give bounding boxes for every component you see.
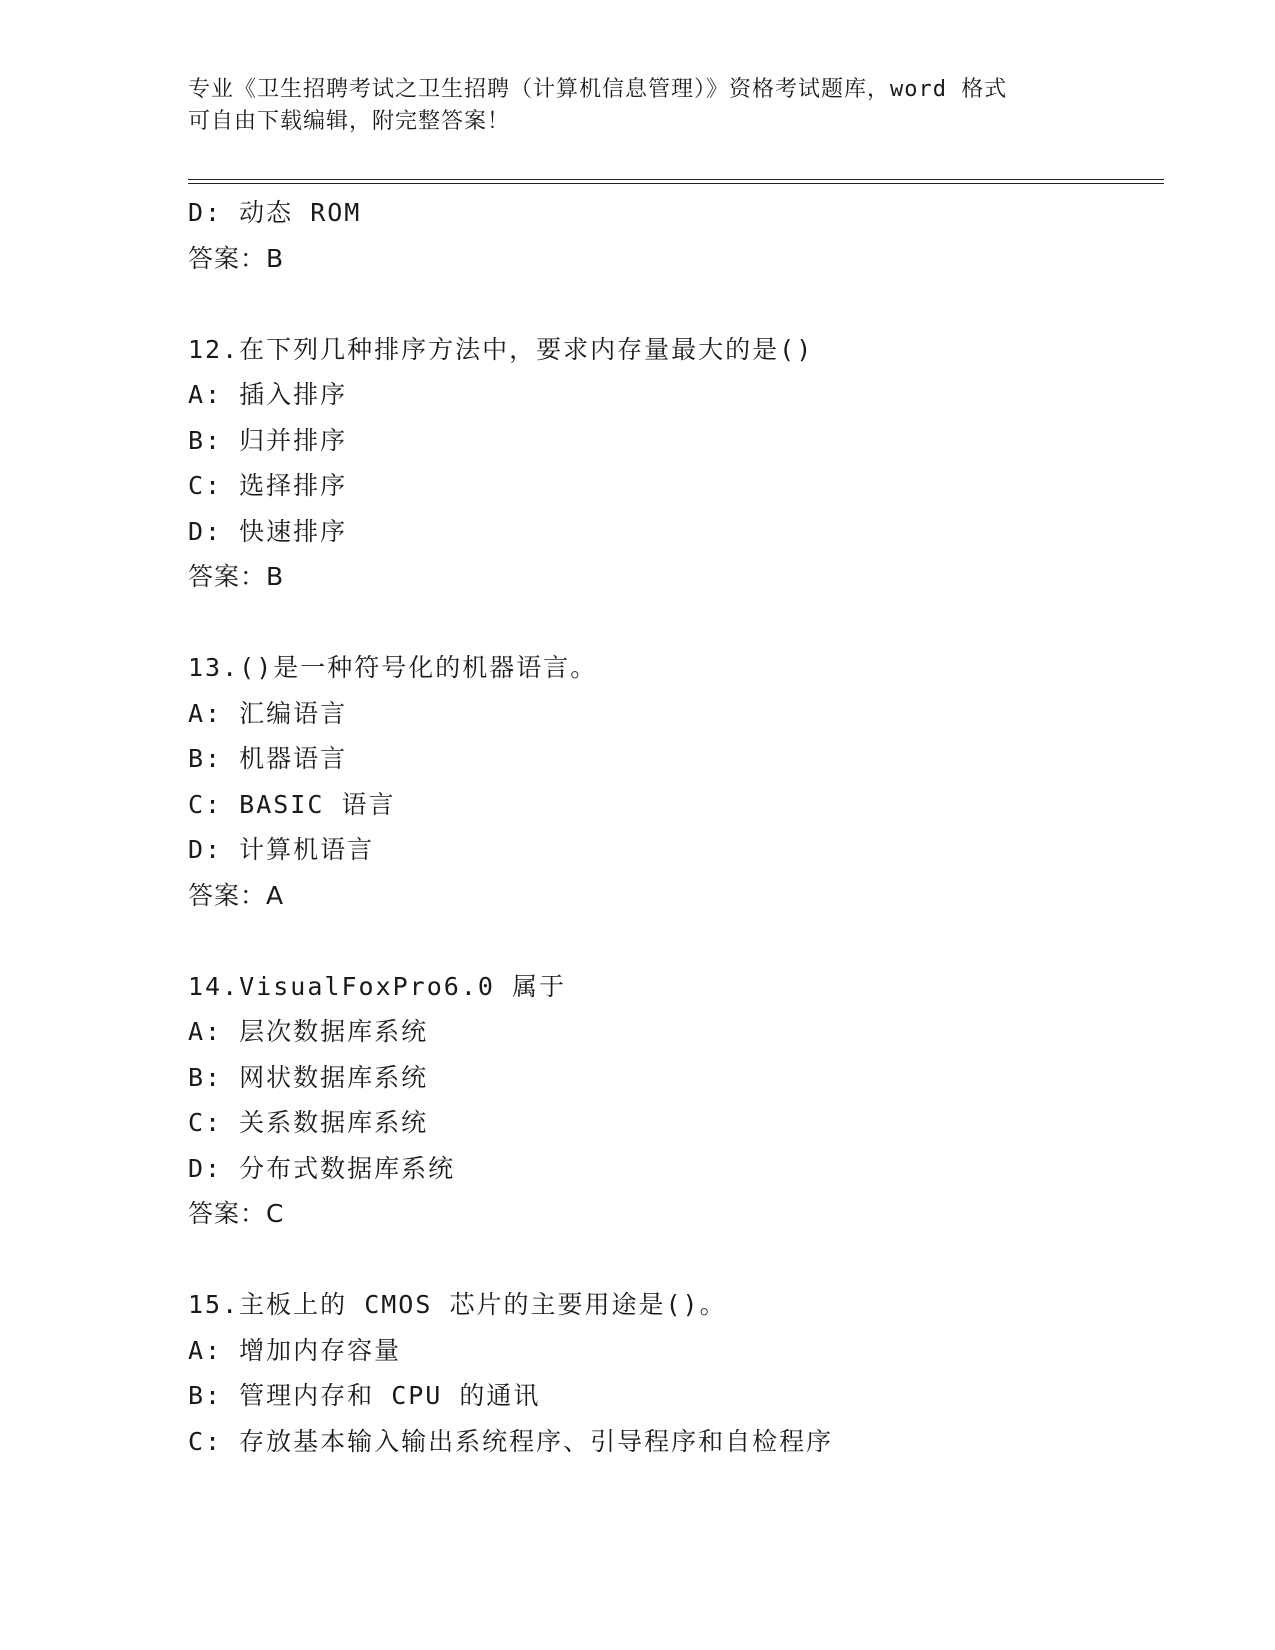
answer-text: 答案：B xyxy=(188,243,285,273)
option-text: B: 网状数据库系统 xyxy=(188,1062,429,1092)
answer-text: 答案：A xyxy=(188,880,285,910)
option-text: A: 层次数据库系统 xyxy=(188,1017,429,1046)
option-text: D: 计算机语言 xyxy=(188,835,375,864)
option-text: D: 动态 ROM xyxy=(188,198,362,227)
document-header xyxy=(188,74,1088,138)
option-text: A: 汇编语言 xyxy=(188,698,348,728)
question-list xyxy=(188,190,1164,1464)
option-text: C: BASIC 语言 xyxy=(188,789,396,819)
option-text: B: 归并排序 xyxy=(188,425,348,455)
header-line-1: 专业《卫生招聘考试之卫生招聘（计算机信息管理）》资格考试题库，word 格式 xyxy=(188,77,1008,102)
spacer xyxy=(188,1237,1164,1283)
question-text: 13.()是一种符号化的机器语言。 xyxy=(188,653,598,682)
answer-text: 答案：B xyxy=(188,562,285,591)
question-text: 12.在下列几种排序方法中，要求内存量最大的是() xyxy=(188,334,814,364)
option-text: D: 分布式数据库系统 xyxy=(188,1153,456,1183)
option-text: B: 管理内存和 CPU 的通讯 xyxy=(188,1381,541,1410)
spacer xyxy=(188,281,1164,327)
question-text: 15.主板上的 CMOS 芯片的主要用途是()。 xyxy=(188,1290,727,1319)
option-text: D: 快速排序 xyxy=(188,516,348,546)
option-text: B: 机器语言 xyxy=(188,744,348,773)
answer-text: 答案：C xyxy=(188,1199,285,1228)
option-text: C: 存放基本输入输出系统程序、引导程序和自检程序 xyxy=(188,1426,834,1456)
header-divider xyxy=(188,179,1164,184)
option-text: C: 选择排序 xyxy=(188,471,348,500)
header-line-2: 可自由下载编辑，附完整答案！ xyxy=(188,109,511,134)
option-text: C: 关系数据库系统 xyxy=(188,1108,429,1137)
spacer xyxy=(188,918,1164,964)
question-text: 14.VisualFoxPro6.0 属于 xyxy=(188,971,566,1001)
option-text: A: 增加内存容量 xyxy=(188,1335,402,1365)
option-text: A: 插入排序 xyxy=(188,380,348,409)
spacer xyxy=(188,600,1164,646)
